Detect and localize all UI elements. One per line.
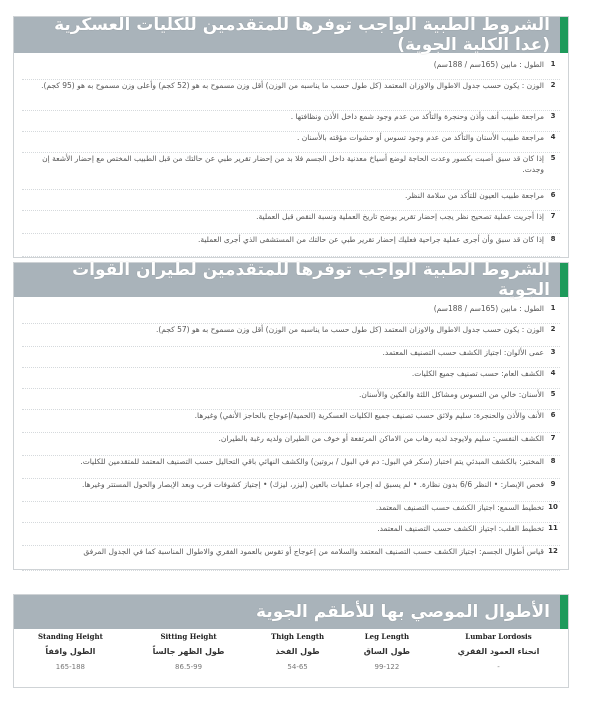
item-number: 2: [550, 81, 556, 89]
list-item: [22, 324, 560, 347]
item-number: 7: [550, 434, 556, 442]
item-number: 3: [550, 348, 556, 356]
requirements-list-1: [14, 53, 568, 261]
list-item: [22, 479, 560, 502]
item-number: 4: [550, 369, 556, 377]
list-item: [22, 80, 560, 111]
list-item: [22, 211, 560, 234]
value-thigh-length: 54-65: [287, 663, 308, 671]
item-number: 3: [550, 112, 556, 120]
aircrew-recommended-heights: [13, 594, 569, 688]
list-item: [22, 456, 560, 479]
item-text: المختبر: بالكشف المبدئي يتم اختبار (سكر في البول: دم في البول / بروتين) والكشف النهائي باقي التحاليل حسب التصنيف المعتمد للمتقدمين للكليات.: [80, 457, 544, 466]
value-sitting-height: 86.5-99: [175, 663, 203, 671]
value-lumbar-lordosis: -: [497, 663, 500, 671]
col-header-lumbar-lordosis: Lumbar Lordosis: [465, 631, 532, 641]
list-item: [22, 433, 560, 456]
item-text: الوزن : يكون حسب جدول الاطوال والاوزان المعتمد (كل طول حسب ما يناسبه من الوزن) أقل وزن مسموح به هو (52 كجم) وأعلى وزن مسموح به هو (95 كجم).: [41, 81, 544, 90]
item-number: 2: [550, 325, 556, 333]
item-number: 1: [550, 304, 556, 312]
list-item: [22, 368, 560, 389]
item-text: إذا كان قد سبق وأن أجرى عملية جراحية فعليك إحضار تقرير طبي عن حالتك من المستشفى الذي أجرى العملية.: [197, 235, 544, 244]
item-text: الوزن : يكون حسب جدول الاطوال والاوزان المعتمد (كل طول حسب ما يناسبه من الوزن) أقل وزن مسموح به هو (57 كجم).: [155, 325, 544, 334]
list-item: [22, 59, 560, 80]
item-number: 9: [550, 480, 556, 488]
value-standing-height: 165-188: [55, 663, 86, 671]
list-item: [22, 153, 560, 190]
col-label-standing-height: الطول واقفاً: [45, 646, 96, 656]
col-header-thigh-length: Thigh Length: [271, 631, 325, 641]
item-number: 6: [550, 191, 556, 199]
section-title-air-force-pilots: الشروط الطبية الواجب توفرها للمتقدمين لطيران القوات الجوية: [14, 263, 568, 297]
item-number: 4: [550, 133, 556, 141]
item-text: الطول : مابين (165سم / 188سم): [433, 60, 544, 69]
item-text: تخطيط السمع: اجتياز الكشف حسب التصنيف المعتمد.: [375, 503, 544, 512]
item-text: الأنف والأذن والحنجرة: سليم ولائق حسب تصنيف جميع الكليات العسكرية (الحمية/إعوجاج بالحاجز الأنفي) وغيرها.: [194, 411, 544, 420]
col-label-sitting-height: طول الظهر جالساً: [152, 646, 225, 656]
item-text: إذا كان قد سبق أصبت بكسور وعدت الحاجة لوضع أسياخ معدنية داخل الجسم فلا بد من إحضار تقرير طبي عن حالتك من قبل الطبيب المختص مع إحضار الأشعة إن وجدت.: [42, 154, 544, 174]
list-item: [22, 234, 560, 257]
col-label-thigh-length: طول الفخذ: [275, 646, 320, 656]
list-item: [22, 190, 560, 211]
item-number: 12: [548, 547, 558, 555]
item-number: 11: [548, 524, 558, 532]
list-item: [22, 523, 560, 546]
item-number: 10: [548, 503, 558, 511]
section-title-aircrew-heights: الأطوال الموصي بها للأطقم الجوية: [14, 595, 568, 629]
list-item: [22, 303, 560, 324]
value-leg-length: 99-122: [374, 663, 400, 671]
item-text: الأسنان: خالي من التسوس ومشاكل اللثة والفكين والأسنان.: [358, 390, 544, 399]
col-label-lumbar-lordosis: انحناء العمود الفقري: [457, 646, 540, 656]
col-header-standing-height: Standing Height: [37, 631, 103, 641]
item-number: 1: [550, 60, 556, 68]
item-text: مراجعة طبيب الأسنان والتأكد من عدم وجود تسوس أو حشوات مؤقته بالأسنان .: [297, 133, 544, 142]
item-text: قياس أطوال الجسم: اجتياز الكشف حسب التصنيف المعتمد والسلامه من إعوجاج أو تقوس بالعمود الفقري والاطوال المناسبة كما في الجدول المرفق: [83, 547, 544, 556]
col-header-leg-length: Leg Length: [364, 631, 410, 641]
item-text: إذا أجريت عملية تصحيح نظر يجب إحضار تقرير يوضح تاريخ العملية ونسبة النقص قبل العملية.: [256, 212, 544, 221]
list-item: [22, 546, 560, 571]
section-title-military-colleges: الشروط الطبية الواجب توفرها للمتقدمين للكليات العسكرية (عدا الكلية الجوية): [14, 17, 568, 53]
col-label-leg-length: طول الساق: [363, 646, 411, 656]
col-header-sitting-height: Sitting Height: [160, 631, 217, 641]
item-text: تخطيط القلب: اجتياز الكشف حسب التصنيف المعتمد.: [377, 524, 544, 533]
list-item: [22, 132, 560, 153]
item-number: 6: [550, 411, 556, 419]
item-text: الكشف العام: حسب تصنيف جميع الكليات.: [411, 369, 544, 378]
item-number: 5: [550, 390, 556, 398]
military-colleges-medical-requirements: [13, 16, 569, 258]
list-item: [22, 111, 560, 132]
item-text: الكشف النفسي: سليم ولايوجد لديه رهاب من الاماكن المرتفعة أو خوف من الطيران ولديه رغبة بالطيران.: [218, 434, 544, 443]
item-text: فحص الإبصار: • النظر 6/6 بدون نظارة. • لم يسبق له إجراء عمليات بالعين (ليزر، ليزك) • إجتياز كشوفات قرب وبعد الإبصار والحول المستتر وغيرها.: [82, 480, 544, 489]
list-item: [22, 347, 560, 368]
item-text: مراجعة طبيب أنف وأذن وحنجرة والتأكد من عدم وجود شمع داخل الأذن ونظافتها .: [290, 112, 544, 121]
air-force-pilots-medical-requirements: [13, 262, 569, 570]
item-number: 8: [550, 457, 556, 465]
item-number: 8: [550, 235, 556, 243]
list-item: [22, 502, 560, 523]
item-number: 7: [550, 212, 556, 220]
heights-table: [14, 629, 568, 675]
item-number: 5: [550, 154, 556, 162]
item-text: مراجعة طبيب العيون للتأكد من سلامة النظر.: [405, 191, 544, 200]
requirements-list-2: [14, 297, 568, 575]
list-item: [22, 389, 560, 410]
item-text: الطول : مابين (165سم / 188سم): [433, 304, 544, 313]
item-text: عمى الألوان: اجتياز الكشف حسب التصنيف المعتمد.: [382, 348, 544, 357]
list-item: [22, 410, 560, 433]
